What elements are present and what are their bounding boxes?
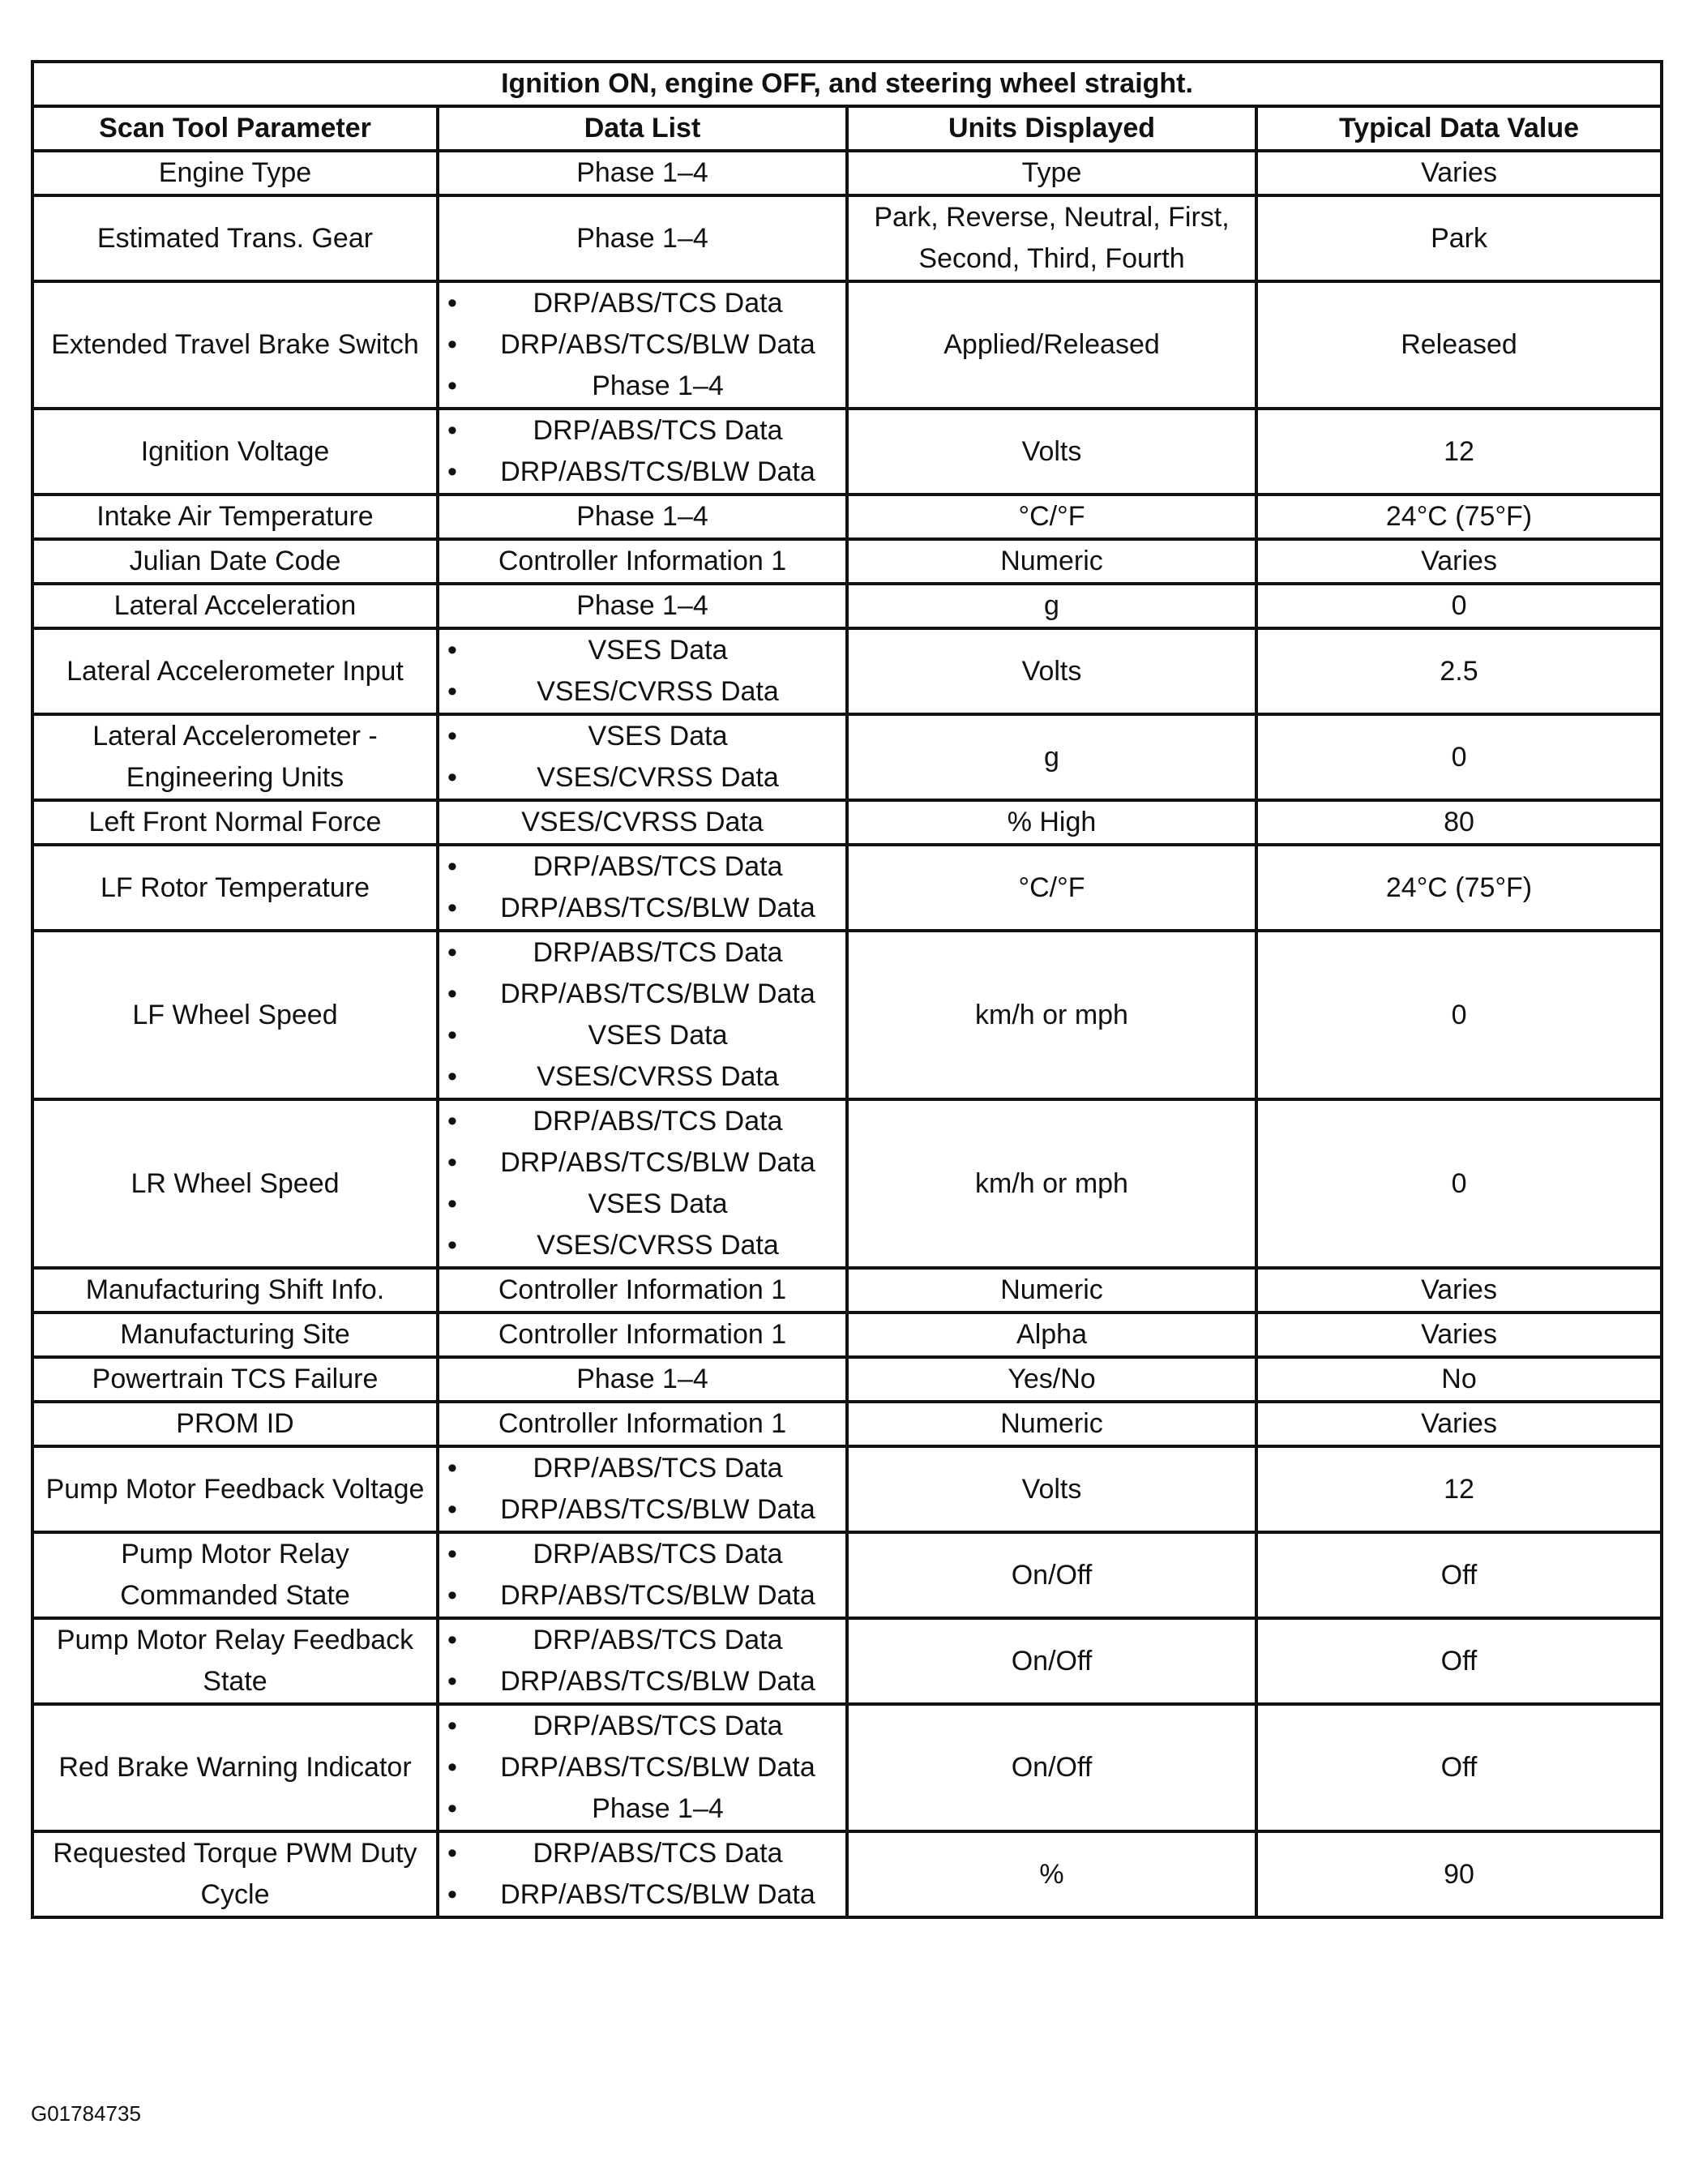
table-row [32, 409, 1662, 495]
table-row [32, 1313, 1662, 1357]
data-list-item: • DRP/ABS/TCS Data [447, 410, 837, 452]
data-list-items [447, 1534, 837, 1617]
data-list-item: • DRP/ABS/TCS/BLW Data [447, 1747, 837, 1788]
cell-typical-value: Varies [1256, 1268, 1662, 1313]
cell-parameter: Julian Date Code [32, 539, 438, 584]
data-list-items [447, 932, 837, 1098]
cell-units: °C/°F [847, 845, 1256, 931]
cell-parameter: Requested Torque PWM Duty Cycle [32, 1831, 438, 1917]
data-list-item: • Phase 1–4 [447, 366, 837, 407]
data-list-item: • VSES Data [447, 1184, 837, 1225]
table-row [32, 1268, 1662, 1313]
header-typical-data-value: Typical Data Value [1256, 106, 1662, 151]
cell-data-list [438, 1099, 847, 1268]
table-row [32, 195, 1662, 281]
cell-parameter: Manufacturing Shift Info. [32, 1268, 438, 1313]
cell-typical-value: Varies [1256, 1402, 1662, 1446]
data-list-item: • VSES/CVRSS Data [447, 1056, 837, 1098]
cell-typical-value: 24°C (75°F) [1256, 495, 1662, 539]
cell-data-list [438, 714, 847, 800]
cell-data-list: Phase 1–4 [438, 151, 847, 195]
caption-row [32, 62, 1662, 106]
data-list-items [447, 1448, 837, 1531]
cell-units: Park, Reverse, Neutral, First, Second, Third, Fourth [847, 195, 1256, 281]
table-row [32, 495, 1662, 539]
data-list-items [447, 630, 837, 713]
cell-data-list: Controller Information 1 [438, 1313, 847, 1357]
cell-parameter: Estimated Trans. Gear [32, 195, 438, 281]
data-list-items [447, 846, 837, 929]
cell-typical-value: 12 [1256, 1446, 1662, 1532]
cell-data-list: Controller Information 1 [438, 1268, 847, 1313]
header-units-displayed: Units Displayed [847, 106, 1256, 151]
cell-units: % High [847, 800, 1256, 845]
table-row [32, 1618, 1662, 1704]
cell-units: km/h or mph [847, 1099, 1256, 1268]
data-list-item: • VSES/CVRSS Data [447, 757, 837, 799]
header-scan-tool-parameter: Scan Tool Parameter [32, 106, 438, 151]
cell-units: g [847, 714, 1256, 800]
cell-units: On/Off [847, 1704, 1256, 1831]
table-row [32, 539, 1662, 584]
table-row [32, 1532, 1662, 1618]
cell-data-list [438, 1704, 847, 1831]
data-list-item: • DRP/ABS/TCS Data [447, 1101, 837, 1142]
cell-data-list [438, 931, 847, 1099]
cell-data-list [438, 1831, 847, 1917]
cell-typical-value: Varies [1256, 539, 1662, 584]
cell-typical-value: Off [1256, 1618, 1662, 1704]
data-list-item: • DRP/ABS/TCS Data [447, 1620, 837, 1661]
cell-typical-value: 0 [1256, 584, 1662, 628]
data-list-item: • VSES/CVRSS Data [447, 1225, 837, 1266]
cell-typical-value: Park [1256, 195, 1662, 281]
cell-units: Alpha [847, 1313, 1256, 1357]
cell-data-list: Controller Information 1 [438, 1402, 847, 1446]
cell-units: On/Off [847, 1618, 1256, 1704]
cell-data-list [438, 1618, 847, 1704]
cell-units: Volts [847, 628, 1256, 714]
cell-units: Yes/No [847, 1357, 1256, 1402]
header-row [32, 106, 1662, 151]
data-list-item: • VSES Data [447, 630, 837, 671]
data-list-items [447, 1833, 837, 1916]
data-list-item: • DRP/ABS/TCS Data [447, 1833, 837, 1874]
data-list-item: • DRP/ABS/TCS/BLW Data [447, 974, 837, 1015]
cell-units: km/h or mph [847, 931, 1256, 1099]
cell-parameter: Lateral Accelerometer Input [32, 628, 438, 714]
table-row [32, 151, 1662, 195]
table-row [32, 1402, 1662, 1446]
cell-typical-value: Off [1256, 1532, 1662, 1618]
cell-typical-value: 0 [1256, 1099, 1662, 1268]
header-data-list: Data List [438, 106, 847, 151]
cell-typical-value: 12 [1256, 409, 1662, 495]
cell-typical-value: 24°C (75°F) [1256, 845, 1662, 931]
cell-units: On/Off [847, 1532, 1256, 1618]
cell-units: Volts [847, 1446, 1256, 1532]
cell-parameter: Extended Travel Brake Switch [32, 281, 438, 409]
data-list-item: • VSES Data [447, 716, 837, 757]
data-list-item: • DRP/ABS/TCS/BLW Data [447, 1874, 837, 1916]
cell-parameter: Ignition Voltage [32, 409, 438, 495]
cell-data-list: Phase 1–4 [438, 195, 847, 281]
cell-units: Volts [847, 409, 1256, 495]
cell-typical-value: Released [1256, 281, 1662, 409]
cell-parameter: PROM ID [32, 1402, 438, 1446]
cell-typical-value: 0 [1256, 714, 1662, 800]
data-list-item: • Phase 1–4 [447, 1788, 837, 1830]
cell-typical-value: No [1256, 1357, 1662, 1402]
cell-parameter: Pump Motor Relay Commanded State [32, 1532, 438, 1618]
data-list-items [447, 1706, 837, 1830]
cell-units: °C/°F [847, 495, 1256, 539]
cell-parameter: Powertrain TCS Failure [32, 1357, 438, 1402]
data-list-item: • VSES Data [447, 1015, 837, 1056]
data-list-item: • DRP/ABS/TCS Data [447, 932, 837, 974]
cell-units: Numeric [847, 539, 1256, 584]
cell-parameter: Intake Air Temperature [32, 495, 438, 539]
cell-data-list: VSES/CVRSS Data [438, 800, 847, 845]
cell-parameter: Engine Type [32, 151, 438, 195]
cell-data-list [438, 845, 847, 931]
cell-parameter: Lateral Accelerometer - Engineering Units [32, 714, 438, 800]
data-list-items [447, 1101, 837, 1266]
cell-data-list [438, 409, 847, 495]
cell-parameter: LR Wheel Speed [32, 1099, 438, 1268]
data-list-item: • DRP/ABS/TCS Data [447, 846, 837, 888]
cell-data-list: Controller Information 1 [438, 539, 847, 584]
cell-typical-value: Varies [1256, 1313, 1662, 1357]
cell-data-list [438, 628, 847, 714]
cell-data-list: Phase 1–4 [438, 1357, 847, 1402]
data-list-item: • DRP/ABS/TCS/BLW Data [447, 452, 837, 493]
table-row [32, 1446, 1662, 1532]
cell-parameter: Red Brake Warning Indicator [32, 1704, 438, 1831]
cell-data-list [438, 281, 847, 409]
data-list-item: • DRP/ABS/TCS Data [447, 1706, 837, 1747]
cell-units: Applied/Released [847, 281, 1256, 409]
data-list-item: • VSES/CVRSS Data [447, 671, 837, 713]
cell-typical-value: Off [1256, 1704, 1662, 1831]
cell-parameter: Left Front Normal Force [32, 800, 438, 845]
table-row [32, 800, 1662, 845]
cell-units: Type [847, 151, 1256, 195]
data-list-item: • DRP/ABS/TCS/BLW Data [447, 1661, 837, 1702]
cell-data-list [438, 1532, 847, 1618]
data-list-items [447, 716, 837, 799]
cell-parameter: LF Rotor Temperature [32, 845, 438, 931]
cell-typical-value: 2.5 [1256, 628, 1662, 714]
data-list-item: • DRP/ABS/TCS Data [447, 283, 837, 324]
cell-parameter: Manufacturing Site [32, 1313, 438, 1357]
table-body [32, 151, 1662, 1917]
table-row [32, 1704, 1662, 1831]
cell-data-list [438, 1446, 847, 1532]
table-row [32, 584, 1662, 628]
cell-typical-value: 80 [1256, 800, 1662, 845]
cell-units: % [847, 1831, 1256, 1917]
data-list-item: • DRP/ABS/TCS/BLW Data [447, 1575, 837, 1617]
data-list-item: • DRP/ABS/TCS/BLW Data [447, 324, 837, 366]
data-list-item: • DRP/ABS/TCS Data [447, 1448, 837, 1489]
table-row [32, 714, 1662, 800]
table-row [32, 1357, 1662, 1402]
table-row [32, 628, 1662, 714]
cell-parameter: Pump Motor Relay Feedback State [32, 1618, 438, 1704]
scan-tool-data-table [31, 60, 1663, 1919]
cell-typical-value: 90 [1256, 1831, 1662, 1917]
data-list-item: • DRP/ABS/TCS/BLW Data [447, 1142, 837, 1184]
figure-id: G01784735 [31, 2101, 141, 2126]
cell-typical-value: 0 [1256, 931, 1662, 1099]
data-list-items [447, 410, 837, 493]
cell-parameter: Pump Motor Feedback Voltage [32, 1446, 438, 1532]
cell-units: Numeric [847, 1268, 1256, 1313]
table-row [32, 1099, 1662, 1268]
cell-units: g [847, 584, 1256, 628]
table-caption: Ignition ON, engine OFF, and steering wheel straight. [32, 62, 1662, 106]
data-list-item: • DRP/ABS/TCS Data [447, 1534, 837, 1575]
cell-parameter: LF Wheel Speed [32, 931, 438, 1099]
table-row [32, 845, 1662, 931]
data-list-items [447, 1620, 837, 1702]
data-list-item: • DRP/ABS/TCS/BLW Data [447, 888, 837, 929]
data-list-item: • DRP/ABS/TCS/BLW Data [447, 1489, 837, 1531]
data-list-items [447, 283, 837, 407]
cell-data-list: Phase 1–4 [438, 495, 847, 539]
table-row [32, 281, 1662, 409]
cell-parameter: Lateral Acceleration [32, 584, 438, 628]
cell-typical-value: Varies [1256, 151, 1662, 195]
table-row [32, 931, 1662, 1099]
cell-units: Numeric [847, 1402, 1256, 1446]
cell-data-list: Phase 1–4 [438, 584, 847, 628]
table-row [32, 1831, 1662, 1917]
